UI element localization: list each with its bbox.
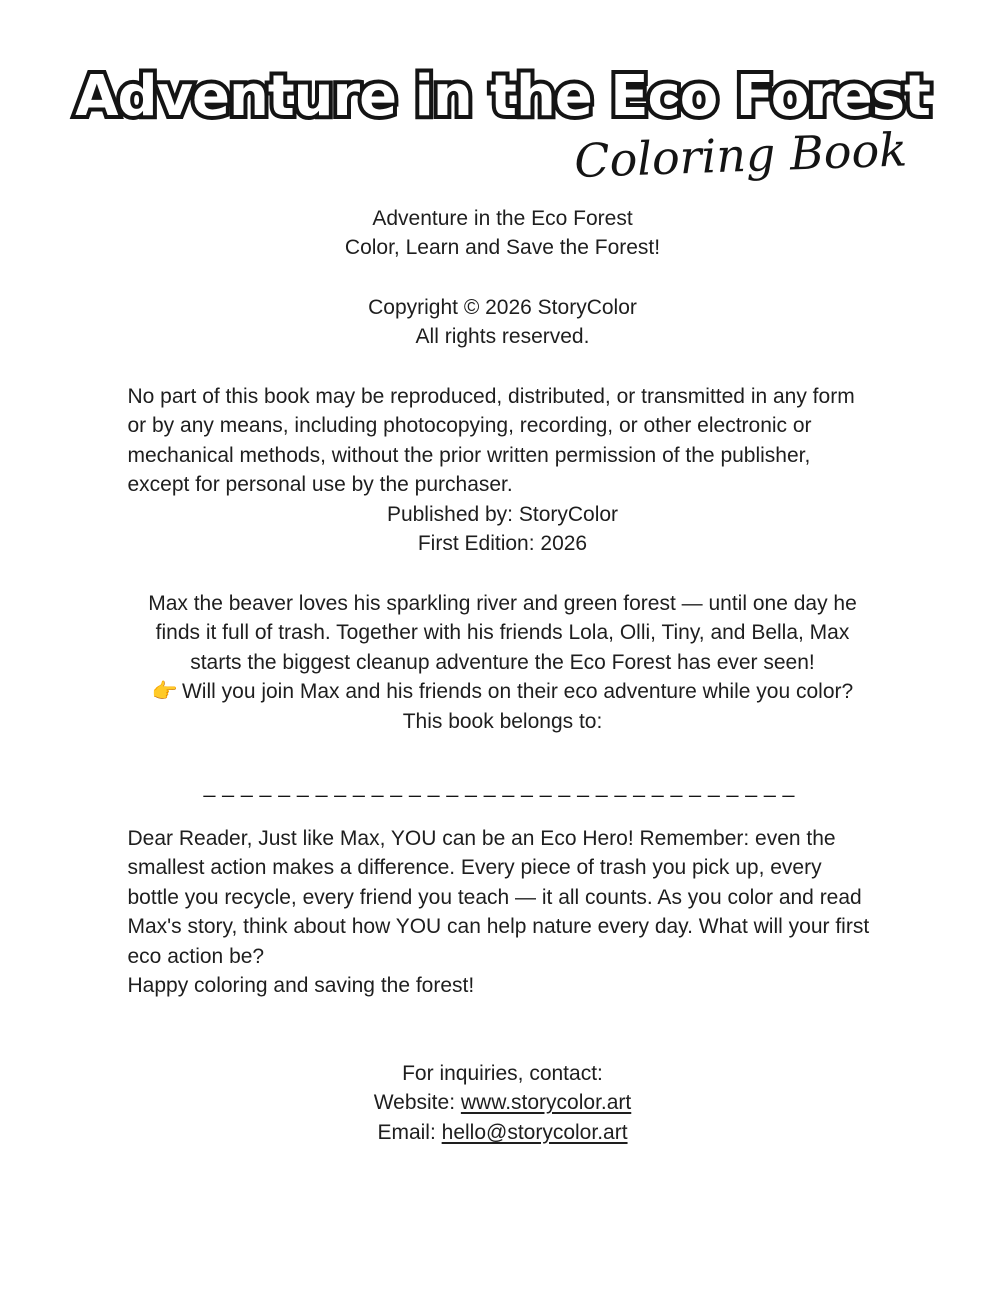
email-link[interactable]: hello@storycolor.art — [441, 1120, 628, 1144]
dear-reader-paragraph: Dear Reader, Just like Max, YOU can be an Eco Hero! Remember: even the smallest action makes a difference. Every piece of trash you pick up, every bottle you recycle, every friend you teach — it all counts. As you color and read Max's story, think about how YOU can help nature every day. What will your first eco action be? — [127, 826, 870, 968]
license-paragraph: No part of this book may be reproduced, distributed, or transmitted in any form or by any means, including photocopying, recording, or other electronic or mechanical methods, without the prior written permission of the publisher, except for personal use by the purchaser. — [127, 384, 855, 497]
front-matter-text-column — [128, 204, 878, 1148]
closing-line: Happy coloring and saving the forest! — [127, 974, 475, 998]
invitation-text: Will you join Max and his friends on their eco adventure while you color? — [181, 680, 854, 704]
copyright-line: Copyright © 2026 StoryColor — [368, 295, 637, 319]
owner-name-blank-line: ________________________________ — [203, 775, 802, 799]
book-title-bubble: Adventure in the Eco Forest — [75, 64, 930, 129]
belongs-to-label: This book belongs to: — [402, 709, 603, 733]
edition-line: First Edition: 2026 — [417, 532, 588, 556]
tagline-line: Color, Learn and Save the Forest! — [344, 236, 661, 260]
synopsis-paragraph: Max the beaver loves his sparkling river and green forest — until one day he finds it full of trash. Together with his friends Lola, Olli, Tiny, and Bella, Max starts the biggest cleanup adventure the Eco Forest has ever seen! — [148, 591, 857, 674]
coloring-book-script-title: Coloring Book — [573, 122, 908, 188]
website-label: Website: — [373, 1091, 461, 1115]
email-line — [128, 1118, 878, 1148]
email-label: Email: — [377, 1120, 442, 1144]
rights-reserved-line: All rights reserved. — [415, 325, 590, 349]
contact-heading: For inquiries, contact: — [402, 1061, 603, 1085]
website-link[interactable]: www.storycolor.art — [460, 1091, 632, 1115]
book-title-line: Adventure in the Eco Forest — [372, 206, 633, 230]
website-line — [128, 1088, 878, 1118]
published-by-line: Published by: StoryColor — [386, 502, 619, 526]
invitation-line — [128, 677, 878, 707]
pointing-right-hand-icon: 👉 — [151, 680, 178, 704]
